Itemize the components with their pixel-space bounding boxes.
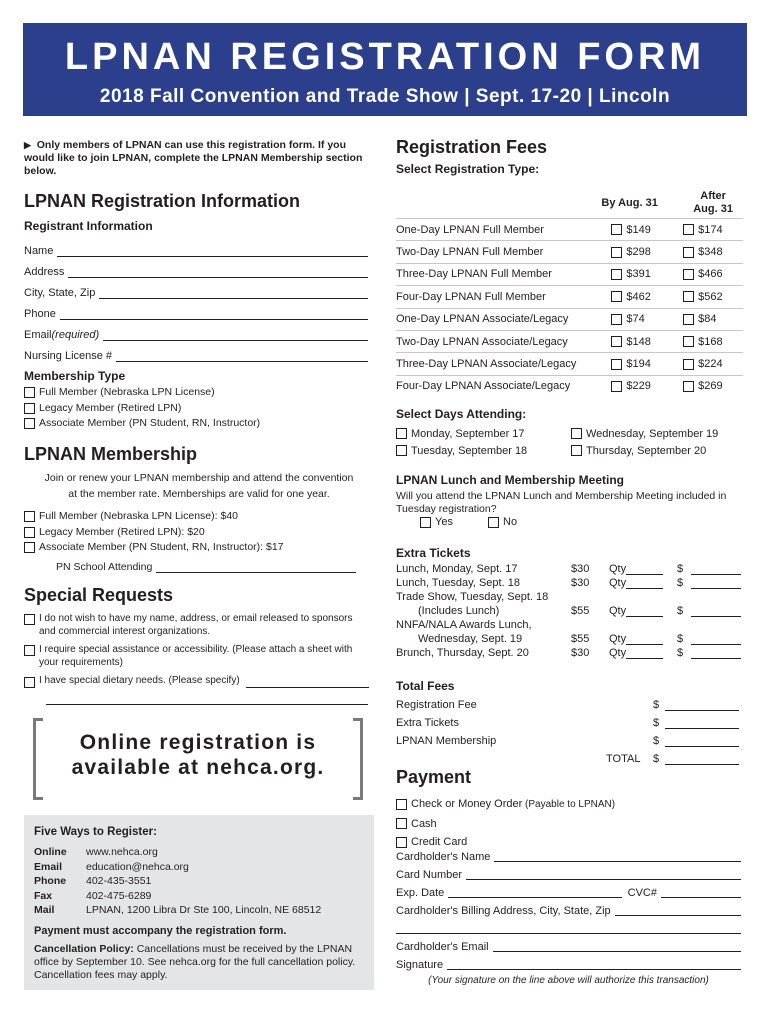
checkbox[interactable] (396, 799, 407, 810)
form-subtitle: 2018 Fall Convention and Trade Show | Sept. 17-20 | Lincoln (99, 86, 671, 107)
lunch-options (420, 516, 517, 528)
five-ways-box (24, 815, 374, 990)
fees-table-header: By Aug. 31 After Aug. 31 (601, 190, 733, 215)
cardholder-email-field[interactable]: Cardholder's Email (396, 938, 741, 956)
membership-associate[interactable]: Associate Member (PN Student, RN, Instructor): $17 (24, 540, 284, 556)
checkbox[interactable] (611, 336, 622, 347)
fee-row: Three-Day LPNAN Full Member $391 $466 (396, 263, 743, 285)
membership-type-heading: Membership Type (24, 369, 126, 383)
fee-row: One-Day LPNAN Full Member $149 $174 (396, 218, 743, 240)
fees-heading: Registration Fees (396, 137, 548, 157)
cvc-field[interactable] (661, 888, 741, 898)
checkbox[interactable] (611, 381, 622, 392)
fee-row: Four-Day LPNAN Full Member $462 $562 (396, 285, 743, 307)
fee-row: Four-Day LPNAN Associate/Legacy $229 $269 (396, 375, 743, 397)
qty-field[interactable]: Qty (609, 633, 677, 645)
total-fees-table (396, 696, 741, 768)
checkbox[interactable] (683, 291, 694, 302)
special-requests-heading: Special Requests (24, 585, 174, 605)
special-dietary[interactable]: I have special dietary needs. (Please specify) (24, 675, 369, 688)
left-bracket (33, 718, 43, 800)
checkbox[interactable] (24, 403, 35, 414)
lunch-yes[interactable]: Yes (420, 516, 488, 528)
email-field[interactable]: Email (required) (24, 320, 368, 341)
checkbox[interactable] (420, 517, 431, 528)
dietary-line[interactable] (46, 704, 368, 705)
arrow-icon: ▶ (24, 140, 31, 150)
membership-type-options (24, 385, 260, 432)
day-wednesday[interactable]: Wednesday, September 19 (571, 428, 718, 440)
checkbox[interactable] (488, 517, 499, 528)
pay-credit[interactable]: Credit Card (396, 833, 615, 852)
checkbox[interactable] (571, 428, 582, 439)
tickets-heading: Extra Tickets (396, 546, 471, 560)
exp-date-field[interactable] (448, 888, 621, 898)
checkbox[interactable] (683, 247, 694, 258)
card-number-field[interactable]: Card Number (396, 866, 741, 884)
select-type-label: Select Registration Type: (396, 162, 540, 176)
ticket-row: Brunch, Thursday, Sept. 20 $30 Qty $ (396, 646, 741, 660)
total-row-total: TOTAL $ (396, 750, 741, 768)
amount-field[interactable]: $ (677, 647, 741, 659)
checkbox[interactable] (611, 291, 622, 302)
five-ways-heading: Five Ways to Register: (34, 826, 157, 838)
total-row-registration: Registration Fee $ (396, 696, 741, 714)
amount-field[interactable]: $ (653, 699, 739, 711)
ways-list: Online www.nehca.org Email education@nehca.org Phone 402-435-3551 Fax 402-475-6289 Mail LPNAN, 1200 Libra Dr Ste 100, Lincoln, NE 68512 (34, 846, 322, 916)
fax-number: 402-475-6289 (86, 889, 152, 902)
checkbox[interactable] (611, 224, 622, 235)
amount-field[interactable]: $ (653, 717, 739, 729)
billing-address-field[interactable]: Cardholder's Billing Address, City, State, Zip (396, 902, 741, 920)
checkbox[interactable] (611, 247, 622, 258)
days-options (396, 425, 741, 459)
tickets-table (396, 562, 741, 660)
qty-field[interactable]: Qty (609, 563, 677, 575)
intro-note: ▶ Only members of LPNAN can use this registration form. If you would like to join LPNAN, complete the LPNAN Membership section below. (24, 139, 363, 177)
phone-field[interactable]: Phone (24, 299, 368, 320)
special-accessibility[interactable]: I require special assistance or accessibility. (Please attach a sheet with your requirements) (24, 644, 369, 669)
checkbox[interactable] (611, 314, 622, 325)
total-row-membership: LPNAN Membership $ (396, 732, 741, 750)
special-no-release[interactable]: I do not wish to have my name, address, or email released to sponsors and commercial interest organizations. (24, 613, 369, 638)
name-field[interactable]: Name (24, 236, 368, 257)
fee-row: Two-Day LPNAN Full Member $298 $348 (396, 240, 743, 262)
ticket-row: Lunch, Monday, Sept. 17 $30 Qty $ (396, 562, 741, 576)
amount-field[interactable]: $ (653, 735, 739, 747)
email-link[interactable]: education@nehca.org (86, 860, 189, 873)
amount-field[interactable]: $ (677, 605, 741, 617)
exp-cvc-fields: Exp. Date CVC# (396, 884, 741, 902)
membership-options (24, 509, 284, 556)
checkbox[interactable] (683, 359, 694, 370)
right-bracket (353, 718, 363, 800)
amount-field[interactable]: $ (677, 563, 741, 575)
checkbox[interactable] (683, 336, 694, 347)
qty-field[interactable]: Qty (609, 605, 677, 617)
checkbox[interactable] (24, 511, 35, 522)
membership-full[interactable]: Full Member (Nebraska LPN License): $40 (24, 509, 284, 525)
pay-check[interactable]: Check or Money Order (Payable to LPNAN) (396, 795, 615, 815)
checkbox[interactable] (24, 645, 35, 656)
form-title: LPNAN REGISTRATION FORM (64, 36, 706, 78)
pn-school-field[interactable]: PN School Attending (56, 552, 356, 573)
membership-type-legacy[interactable]: Legacy Member (Retired LPN) (24, 401, 260, 417)
fee-row: One-Day LPNAN Associate/Legacy $74 $84 (396, 308, 743, 330)
cardholder-name-field[interactable]: Cardholder's Name (396, 848, 741, 866)
checkbox[interactable] (24, 614, 35, 625)
amount-field[interactable]: $ (653, 753, 739, 765)
checkbox[interactable] (683, 224, 694, 235)
membership-legacy[interactable]: Legacy Member (Retired LPN): $20 (24, 525, 284, 541)
ticket-row-label: NNFA/NALA Awards Lunch, (396, 619, 532, 631)
payment-heading: Payment (396, 767, 472, 787)
checkbox[interactable] (24, 677, 35, 688)
payment-options (396, 795, 615, 852)
amount-field[interactable]: $ (677, 577, 741, 589)
reg-info-heading: LPNAN Registration Information (24, 191, 301, 211)
total-row-tickets: Extra Tickets $ (396, 714, 741, 732)
checkbox[interactable] (396, 818, 407, 829)
membership-type-associate[interactable]: Associate Member (PN Student, RN, Instructor) (24, 416, 260, 432)
fee-row: Three-Day LPNAN Associate/Legacy $194 $224 (396, 352, 743, 374)
signature-note: (Your signature on the line above will authorize this transaction) (428, 975, 709, 986)
cancellation-policy: Cancellation Policy: Cancellations must be received by the LPNAN office by September 10. See nehca.org for the full cancellation policy. Cancellation fees may apply. (34, 942, 356, 981)
checkbox[interactable] (611, 359, 622, 370)
day-tuesday[interactable]: Tuesday, September 18 (396, 445, 571, 457)
registrant-heading: Registrant Information (24, 219, 153, 233)
qty-field[interactable]: Qty (609, 577, 677, 589)
checkbox[interactable] (396, 445, 407, 456)
billing-address-line2[interactable] (396, 920, 741, 938)
website-link[interactable]: www.nehca.org (86, 846, 158, 858)
checkbox[interactable] (571, 445, 582, 456)
pay-cash[interactable]: Cash (396, 815, 615, 834)
checkbox[interactable] (683, 381, 694, 392)
checkbox[interactable] (683, 314, 694, 325)
city-state-zip-field[interactable]: City, State, Zip (24, 278, 368, 299)
checkbox[interactable] (611, 269, 622, 280)
membership-description: Join or renew your LPNAN membership and attend the convention at the member rate. Memberships are valid for one year. (44, 472, 354, 500)
address-field[interactable]: Address (24, 257, 368, 278)
payment-note: Payment must accompany the registration form. (34, 924, 287, 937)
fee-row: Two-Day LPNAN Associate/Legacy $148 $168 (396, 330, 743, 352)
total-fees-heading: Total Fees (396, 679, 455, 693)
online-callout: Online registration is available at nehca.org. (33, 718, 363, 800)
days-heading: Select Days Attending: (396, 407, 527, 421)
lunch-no[interactable]: No (488, 516, 517, 528)
signature-field[interactable]: Signature (396, 956, 741, 974)
mail-address: LPNAN, 1200 Libra Dr Ste 100, Lincoln, NE 68512 (86, 904, 322, 916)
ticket-row: Wednesday, Sept. 19 $55 Qty $ (396, 632, 741, 646)
day-thursday[interactable]: Thursday, September 20 (571, 445, 706, 457)
registrant-fields (24, 236, 368, 362)
ticket-row: Lunch, Tuesday, Sept. 18 $30 Qty $ (396, 576, 741, 590)
qty-field[interactable]: Qty (609, 647, 677, 659)
lunch-heading: LPNAN Lunch and Membership Meeting (396, 473, 625, 487)
ticket-row-label: Trade Show, Tuesday, Sept. 18 (396, 591, 549, 603)
checkbox[interactable] (24, 418, 35, 429)
phone-number: 402-435-3551 (86, 875, 152, 887)
special-requests-options (24, 613, 369, 688)
fees-table (396, 188, 743, 397)
license-field[interactable]: Nursing License # (24, 341, 368, 362)
amount-field[interactable]: $ (677, 633, 741, 645)
membership-heading: LPNAN Membership (24, 444, 198, 464)
checkbox[interactable] (24, 542, 35, 553)
card-fields (396, 848, 741, 974)
ticket-row: (Includes Lunch) $55 Qty $ (396, 604, 741, 618)
day-monday[interactable]: Monday, September 17 (396, 428, 571, 440)
checkbox[interactable] (24, 527, 35, 538)
checkbox[interactable] (24, 387, 35, 398)
membership-type-full[interactable]: Full Member (Nebraska LPN License) (24, 385, 260, 401)
checkbox[interactable] (396, 837, 407, 848)
header-banner (23, 23, 747, 116)
lunch-question: Will you attend the LPNAN Lunch and Membership Meeting included in Tuesday registration? (396, 490, 727, 515)
checkbox[interactable] (683, 269, 694, 280)
checkbox[interactable] (396, 428, 407, 439)
